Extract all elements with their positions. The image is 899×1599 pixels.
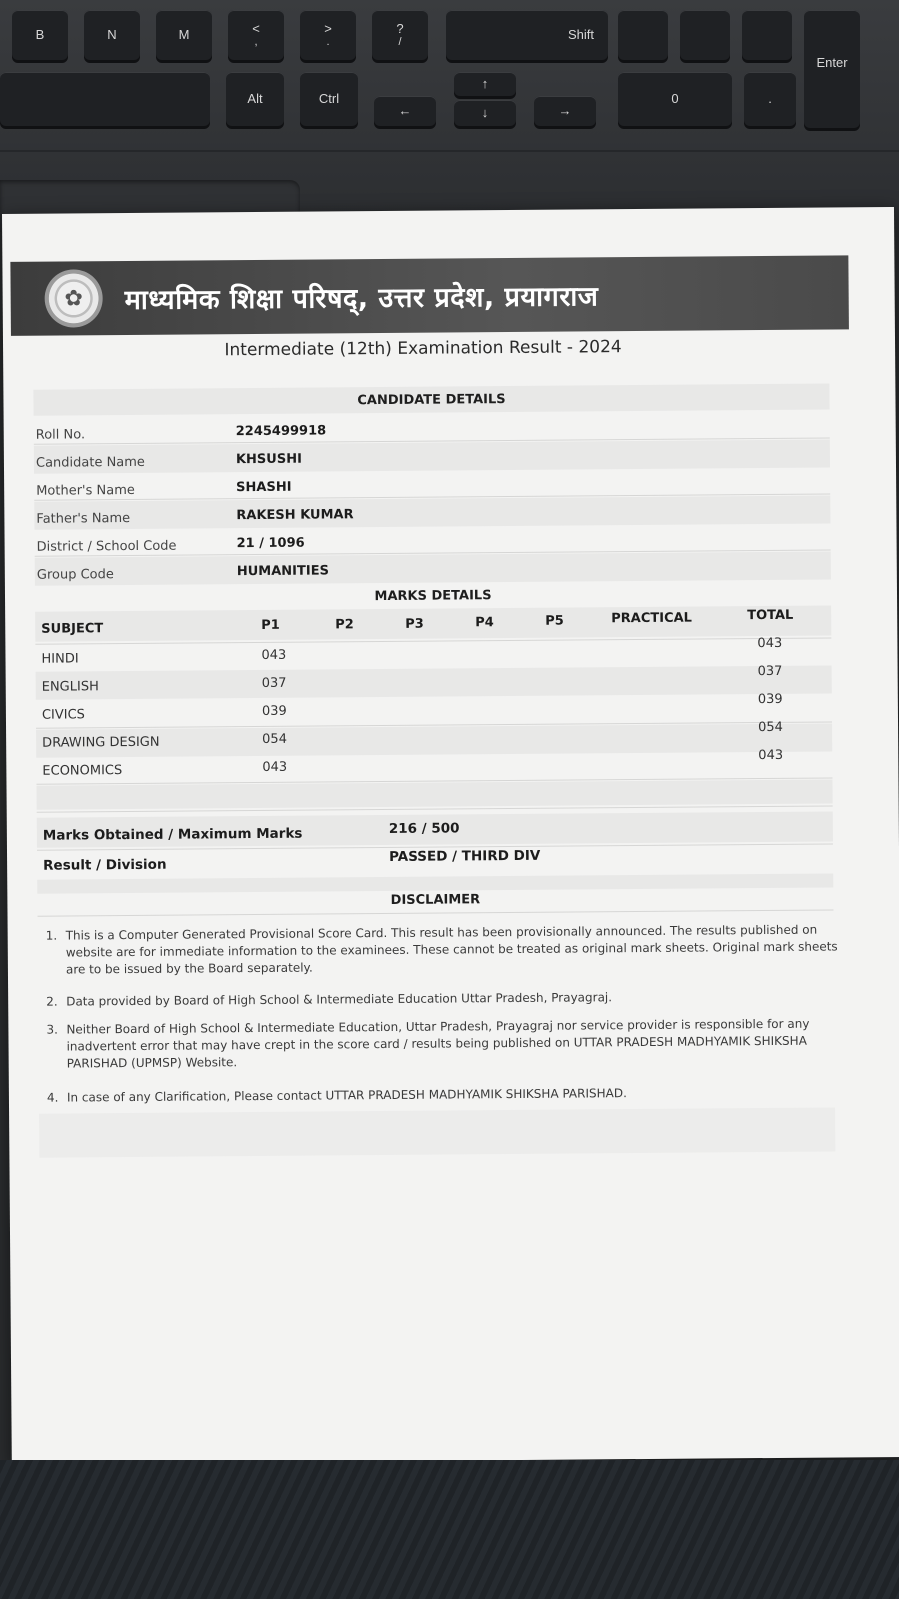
disclaimer-number: 2. <box>46 994 58 1009</box>
key-blank-1 <box>618 10 668 60</box>
laptop-keyboard <box>0 0 899 230</box>
subject-total: 043 <box>758 747 784 764</box>
disclaimer-number: 4. <box>46 1090 59 1105</box>
key-numpad-dot: . <box>744 72 796 126</box>
disclaimer-heading: DISCLAIMER <box>390 892 481 908</box>
marks-obtained-label: Marks Obtained / Maximum Marks <box>42 825 303 844</box>
board-title: माध्यमिक शिक्षा परिषद्, उत्तर प्रदेश, प्रयागराज <box>124 280 599 316</box>
candidate-name-value: KHSUSHI <box>235 451 302 468</box>
candidate-details-heading: CANDIDATE DETAILS <box>357 392 506 409</box>
candidate-name-label: Candidate Name <box>35 454 145 471</box>
keyboard-deck-edge <box>0 150 899 152</box>
subject-name: ENGLISH <box>41 679 99 695</box>
row-shade <box>34 496 830 530</box>
disclaimer-text: This is a Computer Generated Provisional Score Card. This result has been provisionally announced. The results published on website are for immediate information to the examinees. These cannot be treated as original mark sheets. Original mark sheets are to be issued by the Board separately. <box>65 922 838 977</box>
subject-name: CIVICS <box>41 707 85 723</box>
disclaimer-number: 1. <box>45 928 58 943</box>
subject-p1: 054 <box>262 731 288 747</box>
col-p3: P3 <box>405 616 424 632</box>
row-shade <box>35 552 831 586</box>
group-code-value: HUMANITIES <box>236 563 329 580</box>
col-subject: SUBJECT <box>41 621 104 637</box>
key-ctrl: Ctrl <box>300 72 358 126</box>
key-period: > . <box>300 10 356 60</box>
exam-title: Intermediate (12th) Examination Result - 2024 <box>224 337 622 361</box>
fabric-background <box>0 1460 899 1599</box>
board-banner <box>10 255 849 336</box>
key-arrow-down: ↓ <box>454 100 516 126</box>
disclaimer-item <box>46 1015 846 1072</box>
mother-name-label: Mother's Name <box>36 482 135 499</box>
row-shade <box>36 779 832 809</box>
disclaimer-item <box>46 921 846 978</box>
key-m: M <box>156 10 212 60</box>
page-bottom-shade <box>39 1107 835 1157</box>
subject-p1: 037 <box>261 675 287 691</box>
col-total: TOTAL <box>747 607 794 624</box>
father-name-value: RAKESH KUMAR <box>236 507 354 524</box>
col-p5: P5 <box>545 613 564 629</box>
subject-total: 043 <box>757 635 783 652</box>
key-b: B <box>12 10 68 60</box>
roll-no-label: Roll No. <box>35 427 86 443</box>
subject-total: 037 <box>757 663 783 680</box>
key-arrow-right: → <box>534 96 596 126</box>
district-school-code-value: 21 / 1096 <box>236 535 305 552</box>
disclaimer-item <box>47 1083 847 1106</box>
disclaimer-text: Data provided by Board of High School & Intermediate Education Uttar Pradesh, Prayagraj. <box>66 990 613 1009</box>
key-blank-2 <box>680 10 730 60</box>
subject-total: 054 <box>757 719 783 736</box>
row-shade <box>34 440 830 474</box>
disclaimer-number: 3. <box>46 1022 58 1037</box>
key-space <box>0 72 210 126</box>
key-alt: Alt <box>226 72 284 126</box>
key-arrow-up: ↑ <box>454 72 516 96</box>
disclaimer-text: Neither Board of High School & Intermediate Education, Uttar Pradesh, Prayagraj nor service provider is responsible for any inadvertent error that may have crept in the score card / results being published on UTTAR PRADESH MADHYAMIK SHIKSHA PARISHAD (UPMSP) Website. <box>66 1016 810 1071</box>
key-numpad-0: 0 <box>618 72 732 126</box>
disclaimer-item <box>46 987 846 1010</box>
key-enter: Enter <box>804 10 860 128</box>
disclaimer-text: In case of any Clarification, Please contact UTTAR PRADESH MADHYAMIK SHIKSHA PARISHAD. <box>66 1086 627 1105</box>
subject-p1: 039 <box>261 703 287 719</box>
row-divider <box>38 909 834 916</box>
subject-p1: 043 <box>261 647 287 663</box>
result-division-value: PASSED / THIRD DIV <box>388 847 541 865</box>
col-p4: P4 <box>475 615 494 631</box>
subject-name: ECONOMICS <box>42 763 123 779</box>
marks-obtained-value: 216 / 500 <box>388 820 460 837</box>
group-code-label: Group Code <box>36 567 114 583</box>
subject-name: DRAWING DESIGN <box>42 734 160 751</box>
roll-no-value: 2245499918 <box>235 423 327 440</box>
col-practical: PRACTICAL <box>611 610 692 627</box>
up-emblem-icon: ✿ <box>44 269 102 327</box>
key-shift: Shift <box>446 10 608 60</box>
father-name-label: Father's Name <box>36 511 131 527</box>
key-blank-3 <box>742 10 792 60</box>
col-p2: P2 <box>335 617 354 633</box>
row-shade <box>36 665 832 699</box>
result-division-label: Result / Division <box>43 856 167 874</box>
key-arrow-left: ← <box>374 96 436 126</box>
key-n: N <box>84 10 140 60</box>
col-p1: P1 <box>261 617 280 633</box>
district-school-code-label: District / School Code <box>36 538 177 555</box>
marks-details-heading: MARKS DETAILS <box>374 588 492 605</box>
subject-name: HINDI <box>41 651 79 667</box>
result-printout <box>2 207 899 1464</box>
subject-p1: 043 <box>262 759 288 775</box>
key-comma: < , <box>228 10 284 60</box>
mother-name-value: SHASHI <box>236 479 292 496</box>
key-slash: ? / <box>372 10 428 60</box>
marks-header-band <box>35 606 831 642</box>
subject-total: 039 <box>757 691 783 708</box>
